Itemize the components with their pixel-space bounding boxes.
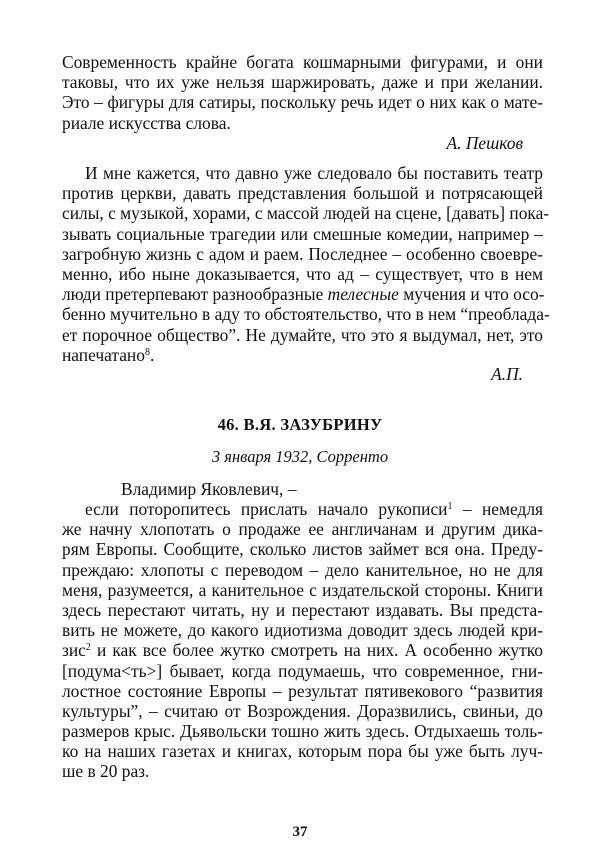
text-line: силы, с музыкой, хорами, с массой людей на сцене, [давать] пока- (62, 203, 550, 224)
text-line: [подума<ть>] бывает, когда подумаешь, что современное, гни- (62, 660, 543, 681)
text-line: ет порочное общество”. Не думайте, что это я выдумал, нет, это (62, 324, 543, 345)
text-line: ше в 20 раз. (62, 761, 150, 782)
text-line: Это – фигуры для сатиры, поскольку речь идет о них как о мате- (62, 92, 543, 113)
text: . (149, 344, 155, 365)
text-line: И мне кажется, что давно уже следовало бы поставить театр (85, 163, 543, 183)
text: зис (62, 640, 86, 661)
text: напечатано (62, 344, 145, 365)
text-line: же начну хлопотать о продаже ее англичанам и другим дика- (62, 519, 543, 540)
text: люди претерпевают разнообразные (62, 284, 328, 305)
text-line: против церкви, давать представления большой и потрясающей (62, 183, 543, 204)
epigraph-signature: А. Пешков (446, 133, 523, 153)
note-paragraph (62, 163, 550, 365)
text-line: бенно мучительно в аду то обстоятельство, что в нем “преоблада- (62, 304, 550, 325)
epigraph-paragraph (62, 52, 543, 133)
letter-date: 3 января 1932, Сорренто (211, 447, 389, 466)
footnote-ref: 2 (85, 642, 91, 654)
text: – немедля (452, 499, 543, 519)
text-line: таковы, что их уже нельзя шаржировать, даже и при желании. (62, 72, 543, 93)
letter-greeting: Владимир Яковлевич, – (121, 479, 297, 499)
text-line (62, 499, 543, 519)
text-line: риале искусства слова. (62, 112, 231, 133)
text-line: меня, разумеется, а канительное с издательской стороны. Книги (62, 579, 543, 600)
note-signature: А.П. (491, 364, 523, 384)
text-line: ко на наших газетах и книгах, которым пора бы уже быть луч- (62, 741, 543, 762)
footnote-ref: 8 (144, 346, 150, 358)
text-line (62, 640, 543, 660)
text-line: менно, ибо ныне доказывается, что ад – существует, что в нем (62, 263, 543, 284)
letter-heading: 46. В.Я. ЗАЗУБРИНУ (217, 415, 383, 434)
text: если поторопитесь прислать начало рукописи (85, 499, 448, 519)
text: и как все более жутко смотреть на них. А особенно жутко (90, 640, 543, 661)
text-line (62, 284, 543, 304)
text-line: преждаю: хлопоты с переводом – дело канительное, но не для (62, 559, 543, 580)
letter-body (62, 499, 543, 782)
text-line (62, 345, 543, 365)
text-line: зывать социальные трагедии или смешные комедии, например – (62, 223, 543, 244)
text-line: размеров крыс. Дьявольски тошно жить здесь. Отдыхаешь толь- (62, 721, 543, 742)
text-line: вить не можете, до какого идиотизма доводит здесь людей кри- (62, 620, 543, 641)
footnote-ref: 1 (447, 501, 453, 512)
text-line: здесь перестают читать, ну и перестают издавать. Вы предста- (62, 599, 543, 620)
text-line: лостное состояние Европы – результат пятивекового “развития (62, 680, 543, 701)
text-line: загробную жизнь с адом и раем. Последнее – особенно своевре- (62, 243, 543, 264)
italic-emphasis: телесные (327, 284, 399, 305)
page-number: 37 (292, 824, 308, 840)
text-line: Современность крайне богата кошмарными фигурами, и они (62, 52, 543, 72)
text-line: культуры”, – считаю от Возрождения. Доразвились, свиньи, до (62, 700, 543, 721)
text-line: рям Европы. Сообщите, сколько листов займет вся она. Преду- (62, 539, 543, 560)
text: мучения и что осо- (398, 284, 545, 305)
